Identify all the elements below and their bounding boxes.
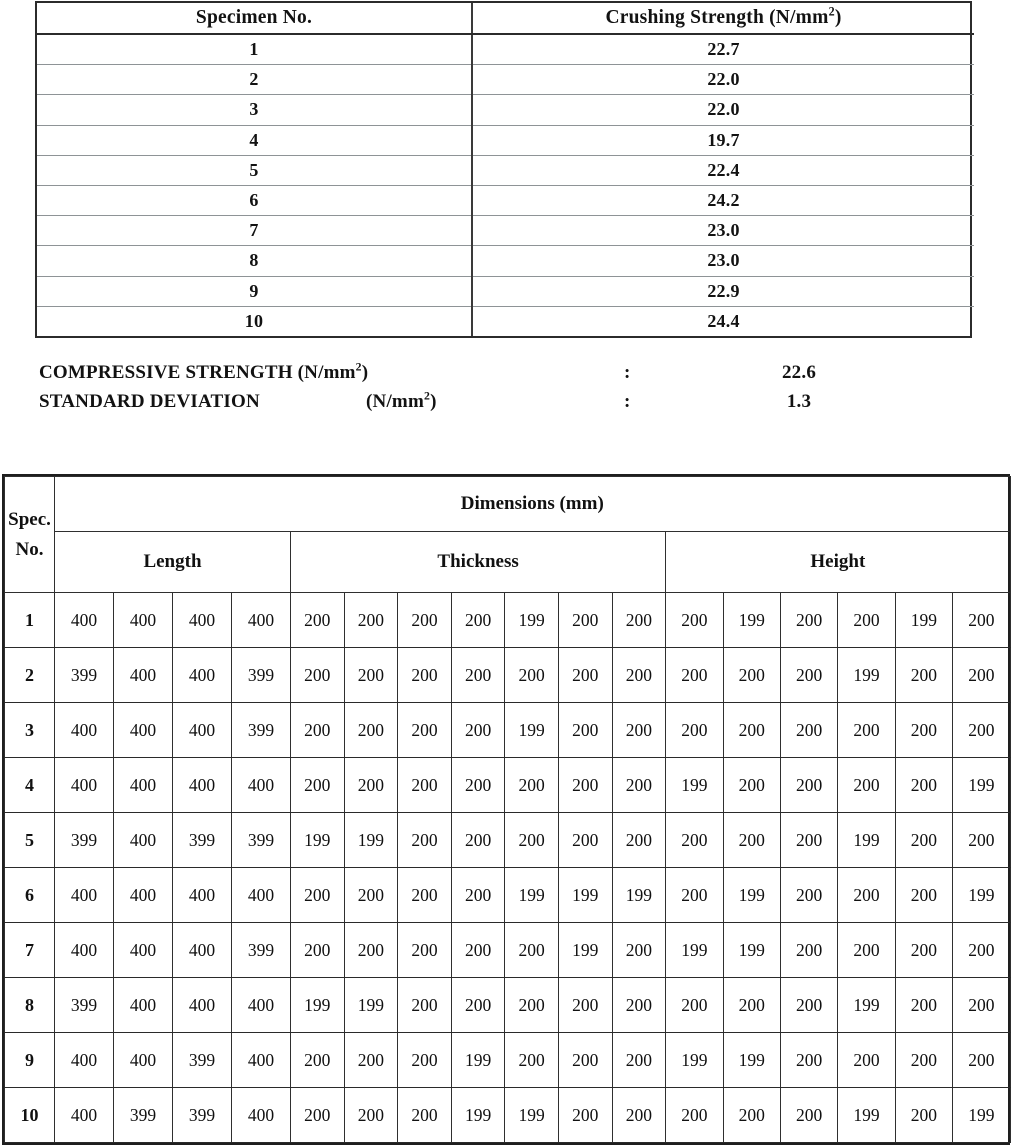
cell-length: 400 <box>114 703 173 758</box>
cell-crushing-strength: 24.4 <box>472 306 974 336</box>
cell-length: 399 <box>232 923 291 978</box>
cell-height: 199 <box>953 758 1010 813</box>
table-row <box>37 155 974 185</box>
cell-thickness: 199 <box>505 868 559 923</box>
cell-length: 400 <box>114 923 173 978</box>
column-header-length: Length <box>55 532 291 593</box>
cell-length: 400 <box>232 593 291 648</box>
cell-length: 399 <box>173 813 232 868</box>
cell-thickness: 200 <box>398 1033 452 1088</box>
standard-deviation-label: STANDARD DEVIATION <box>39 391 260 412</box>
cell-length: 400 <box>232 1033 291 1088</box>
cell-thickness: 200 <box>612 978 666 1033</box>
compressive-strength-value: 22.6 <box>781 362 817 383</box>
cell-thickness: 199 <box>291 813 345 868</box>
column-header-crushing-strength <box>472 3 974 34</box>
cell-specimen-no: 4 <box>37 125 472 155</box>
cell-thickness: 200 <box>291 868 345 923</box>
cell-length: 400 <box>55 1088 114 1143</box>
cell-height: 200 <box>780 1088 837 1143</box>
cell-length: 400 <box>114 978 173 1033</box>
cell-height: 199 <box>723 593 780 648</box>
cell-thickness: 200 <box>612 813 666 868</box>
table-row <box>37 246 974 276</box>
compressive-strength-unit-exponent: 2 <box>355 360 362 374</box>
cell-height: 200 <box>666 703 723 758</box>
cell-length: 400 <box>114 1033 173 1088</box>
crushing-strength-table <box>35 1 972 338</box>
cell-height: 200 <box>895 703 952 758</box>
dimensions-header-row-top <box>5 477 1011 532</box>
cell-thickness: 199 <box>344 978 398 1033</box>
cell-spec-no: 10 <box>5 1088 55 1143</box>
cell-specimen-no: 5 <box>37 155 472 185</box>
cell-length: 399 <box>114 1088 173 1143</box>
cell-height: 200 <box>666 1088 723 1143</box>
cell-length: 400 <box>55 1033 114 1088</box>
cell-thickness: 200 <box>558 978 612 1033</box>
cell-height: 200 <box>723 813 780 868</box>
cell-height: 199 <box>666 1033 723 1088</box>
table-header-row <box>37 3 974 34</box>
cell-spec-no: 3 <box>5 703 55 758</box>
table-row <box>5 648 1011 703</box>
table-row <box>37 306 974 336</box>
cell-thickness: 200 <box>612 758 666 813</box>
dimensions-table-head <box>5 477 1011 593</box>
cell-height: 200 <box>838 1033 895 1088</box>
cell-height: 199 <box>723 923 780 978</box>
cell-height: 199 <box>953 868 1010 923</box>
cell-height: 199 <box>838 813 895 868</box>
cell-thickness: 200 <box>451 758 505 813</box>
cell-height: 200 <box>666 593 723 648</box>
cell-length: 400 <box>114 648 173 703</box>
cell-height: 199 <box>838 978 895 1033</box>
dimensions-table <box>2 474 1010 1145</box>
cell-thickness: 200 <box>505 978 559 1033</box>
crushing-strength-table-head <box>37 3 974 34</box>
cell-crushing-strength: 23.0 <box>472 246 974 276</box>
cell-spec-no: 6 <box>5 868 55 923</box>
cell-thickness: 200 <box>398 978 452 1033</box>
cell-height: 200 <box>666 978 723 1033</box>
compressive-strength-label-text: COMPRESSIVE STRENGTH <box>39 362 293 383</box>
summary-row-standard-deviation <box>39 387 939 416</box>
cell-length: 399 <box>232 703 291 758</box>
table-row <box>37 95 974 125</box>
table-row <box>5 1033 1011 1088</box>
cell-thickness: 200 <box>558 1033 612 1088</box>
standard-deviation-unit-prefix: (N/mm <box>366 391 424 412</box>
standard-deviation-colon: : <box>624 391 631 412</box>
cell-height: 199 <box>666 758 723 813</box>
cell-crushing-strength: 19.7 <box>472 125 974 155</box>
table-row <box>5 758 1011 813</box>
table-row <box>37 34 974 65</box>
cell-height: 200 <box>895 1088 952 1143</box>
cell-thickness: 199 <box>505 1088 559 1143</box>
cell-height: 200 <box>895 758 952 813</box>
cell-length: 400 <box>173 868 232 923</box>
cell-crushing-strength: 22.9 <box>472 276 974 306</box>
cell-thickness: 200 <box>612 1088 666 1143</box>
cell-thickness: 200 <box>291 648 345 703</box>
cell-thickness: 200 <box>291 593 345 648</box>
cell-thickness: 200 <box>612 593 666 648</box>
table-row <box>37 216 974 246</box>
cell-height: 200 <box>723 758 780 813</box>
dimensions-table-element <box>4 476 1011 1143</box>
cell-thickness: 199 <box>558 923 612 978</box>
cell-height: 200 <box>895 1033 952 1088</box>
cell-thickness: 200 <box>558 1088 612 1143</box>
cell-length: 399 <box>232 648 291 703</box>
cell-length: 400 <box>55 758 114 813</box>
cell-specimen-no: 9 <box>37 276 472 306</box>
cell-thickness: 199 <box>505 703 559 758</box>
cell-height: 200 <box>838 703 895 758</box>
cell-thickness: 200 <box>451 978 505 1033</box>
cell-length: 400 <box>114 868 173 923</box>
cell-thickness: 200 <box>451 703 505 758</box>
cell-thickness: 199 <box>558 868 612 923</box>
cell-thickness: 199 <box>451 1088 505 1143</box>
cell-length: 399 <box>173 1033 232 1088</box>
cell-length: 400 <box>232 758 291 813</box>
cell-spec-no: 5 <box>5 813 55 868</box>
cell-length: 400 <box>114 758 173 813</box>
cell-length: 400 <box>55 923 114 978</box>
cell-thickness: 200 <box>344 1033 398 1088</box>
cell-height: 200 <box>780 703 837 758</box>
cell-thickness: 200 <box>398 593 452 648</box>
cell-thickness: 200 <box>291 923 345 978</box>
summary-row-compressive-strength <box>39 358 939 387</box>
cell-height: 200 <box>723 703 780 758</box>
cell-height: 200 <box>780 868 837 923</box>
cell-thickness: 200 <box>558 813 612 868</box>
table-row <box>5 703 1011 758</box>
cell-height: 200 <box>780 1033 837 1088</box>
cell-thickness: 200 <box>612 923 666 978</box>
cell-thickness: 200 <box>291 1088 345 1143</box>
table-row <box>5 868 1011 923</box>
cell-height: 199 <box>895 593 952 648</box>
cell-crushing-strength: 24.2 <box>472 185 974 215</box>
cell-height: 199 <box>838 1088 895 1143</box>
cell-thickness: 199 <box>505 593 559 648</box>
cell-height: 200 <box>895 978 952 1033</box>
superscript-two: 2 <box>828 4 835 19</box>
cell-spec-no: 7 <box>5 923 55 978</box>
cell-thickness: 200 <box>291 703 345 758</box>
cell-height: 200 <box>666 868 723 923</box>
cell-length: 400 <box>173 923 232 978</box>
cell-height: 199 <box>723 868 780 923</box>
cell-height: 200 <box>780 648 837 703</box>
cell-length: 399 <box>173 1088 232 1143</box>
cell-thickness: 200 <box>398 1088 452 1143</box>
cell-thickness: 199 <box>451 1033 505 1088</box>
cell-height: 200 <box>838 868 895 923</box>
cell-thickness: 200 <box>558 593 612 648</box>
cell-spec-no: 2 <box>5 648 55 703</box>
cell-thickness: 200 <box>558 758 612 813</box>
cell-length: 400 <box>232 868 291 923</box>
cell-length: 400 <box>114 593 173 648</box>
column-header-thickness: Thickness <box>291 532 666 593</box>
cell-length: 400 <box>173 758 232 813</box>
standard-deviation-unit <box>366 387 437 416</box>
crushing-strength-table-body <box>37 34 974 336</box>
cell-thickness: 200 <box>451 868 505 923</box>
compressive-strength-colon: : <box>624 362 631 383</box>
cell-height: 200 <box>953 703 1010 758</box>
cell-thickness: 200 <box>505 813 559 868</box>
cell-crushing-strength: 22.0 <box>472 95 974 125</box>
dimensions-header-row-groups <box>5 532 1011 593</box>
table-row <box>5 1088 1011 1143</box>
cell-thickness: 199 <box>291 978 345 1033</box>
column-header-dimensions: Dimensions (mm) <box>55 477 1011 532</box>
cell-height: 200 <box>838 593 895 648</box>
cell-thickness: 200 <box>344 758 398 813</box>
cell-height: 200 <box>723 1088 780 1143</box>
cell-length: 400 <box>55 593 114 648</box>
cell-height: 200 <box>780 923 837 978</box>
cell-thickness: 200 <box>291 1033 345 1088</box>
cell-height: 200 <box>666 813 723 868</box>
cell-thickness: 200 <box>344 703 398 758</box>
cell-height: 200 <box>953 648 1010 703</box>
cell-length: 400 <box>173 703 232 758</box>
cell-thickness: 200 <box>398 703 452 758</box>
cell-length: 400 <box>173 648 232 703</box>
cell-specimen-no: 8 <box>37 246 472 276</box>
cell-specimen-no: 6 <box>37 185 472 215</box>
cell-thickness: 200 <box>344 923 398 978</box>
cell-thickness: 200 <box>612 703 666 758</box>
cell-height: 200 <box>723 978 780 1033</box>
column-header-height: Height <box>666 532 1010 593</box>
cell-thickness: 200 <box>505 923 559 978</box>
cell-thickness: 200 <box>398 758 452 813</box>
table-row <box>5 593 1011 648</box>
cell-height: 200 <box>895 923 952 978</box>
cell-thickness: 200 <box>505 758 559 813</box>
cell-height: 200 <box>666 648 723 703</box>
cell-height: 200 <box>953 978 1010 1033</box>
standard-deviation-unit-exponent: 2 <box>423 389 431 403</box>
cell-height: 200 <box>780 978 837 1033</box>
summary-block <box>39 358 939 416</box>
cell-height: 199 <box>838 648 895 703</box>
cell-spec-no: 8 <box>5 978 55 1033</box>
standard-deviation-unit-suffix: ) <box>430 391 437 412</box>
cell-thickness: 200 <box>612 1033 666 1088</box>
cell-height: 200 <box>723 648 780 703</box>
cell-crushing-strength: 22.0 <box>472 65 974 95</box>
crushing-strength-table-element <box>37 3 974 336</box>
cell-length: 399 <box>55 813 114 868</box>
cell-thickness: 199 <box>612 868 666 923</box>
compressive-strength-label <box>39 358 368 387</box>
cell-height: 200 <box>953 1033 1010 1088</box>
cell-thickness: 200 <box>612 648 666 703</box>
cell-thickness: 200 <box>451 648 505 703</box>
cell-thickness: 200 <box>451 923 505 978</box>
cell-length: 400 <box>55 703 114 758</box>
spec-label-line-1: Spec. <box>8 509 51 531</box>
table-row <box>37 65 974 95</box>
cell-thickness: 200 <box>398 648 452 703</box>
table-row <box>5 813 1011 868</box>
cell-height: 200 <box>780 593 837 648</box>
cell-thickness: 200 <box>558 648 612 703</box>
cell-spec-no: 1 <box>5 593 55 648</box>
cell-length: 400 <box>114 813 173 868</box>
cell-height: 200 <box>838 923 895 978</box>
cell-crushing-strength: 22.4 <box>472 155 974 185</box>
table-row <box>37 125 974 155</box>
cell-length: 400 <box>55 868 114 923</box>
cell-thickness: 200 <box>344 593 398 648</box>
spec-label-line-2: No. <box>15 538 44 560</box>
table-row <box>37 276 974 306</box>
cell-thickness: 200 <box>344 868 398 923</box>
cell-thickness: 200 <box>398 923 452 978</box>
closing-paren: ) <box>834 7 842 28</box>
cell-crushing-strength: 22.7 <box>472 34 974 65</box>
cell-length: 399 <box>55 978 114 1033</box>
cell-height: 200 <box>895 813 952 868</box>
cell-height: 200 <box>895 868 952 923</box>
cell-thickness: 199 <box>344 813 398 868</box>
cell-crushing-strength: 23.0 <box>472 216 974 246</box>
table-row <box>5 923 1011 978</box>
dimensions-table-body <box>5 593 1011 1143</box>
cell-thickness: 200 <box>558 703 612 758</box>
column-header-crushing-strength-text: Crushing Strength (N/mm <box>605 7 829 28</box>
cell-thickness: 200 <box>451 593 505 648</box>
cell-thickness: 200 <box>344 1088 398 1143</box>
cell-specimen-no: 10 <box>244 310 264 331</box>
cell-thickness: 200 <box>505 648 559 703</box>
cell-thickness: 200 <box>505 1033 559 1088</box>
table-row <box>37 185 974 215</box>
column-header-spec-no <box>5 477 55 593</box>
cell-length: 400 <box>173 978 232 1033</box>
cell-thickness: 200 <box>398 813 452 868</box>
cell-specimen-no: 3 <box>37 95 472 125</box>
cell-thickness: 200 <box>291 758 345 813</box>
cell-height: 200 <box>953 813 1010 868</box>
compressive-strength-unit-prefix: (N/mm <box>297 362 356 383</box>
cell-height: 200 <box>895 648 952 703</box>
table-row <box>5 978 1011 1033</box>
cell-height: 200 <box>780 758 837 813</box>
cell-length: 400 <box>173 593 232 648</box>
cell-specimen-no: 7 <box>37 216 472 246</box>
cell-spec-no: 9 <box>5 1033 55 1088</box>
cell-length: 399 <box>232 813 291 868</box>
standard-deviation-value: 1.3 <box>786 391 812 412</box>
cell-height: 199 <box>666 923 723 978</box>
cell-specimen-no: 1 <box>37 34 472 65</box>
cell-height: 199 <box>953 1088 1010 1143</box>
cell-length: 400 <box>232 978 291 1033</box>
cell-spec-no: 4 <box>5 758 55 813</box>
cell-thickness: 200 <box>451 813 505 868</box>
cell-height: 200 <box>953 923 1010 978</box>
cell-thickness: 200 <box>398 868 452 923</box>
column-header-specimen-no: Specimen No. <box>37 3 472 34</box>
compressive-strength-unit-suffix: ) <box>361 362 369 383</box>
cell-height: 200 <box>953 593 1010 648</box>
cell-specimen-no: 2 <box>37 65 472 95</box>
cell-thickness: 200 <box>344 648 398 703</box>
cell-height: 200 <box>780 813 837 868</box>
cell-length: 399 <box>55 648 114 703</box>
cell-height: 199 <box>723 1033 780 1088</box>
cell-height: 200 <box>838 758 895 813</box>
cell-length: 400 <box>232 1088 291 1143</box>
